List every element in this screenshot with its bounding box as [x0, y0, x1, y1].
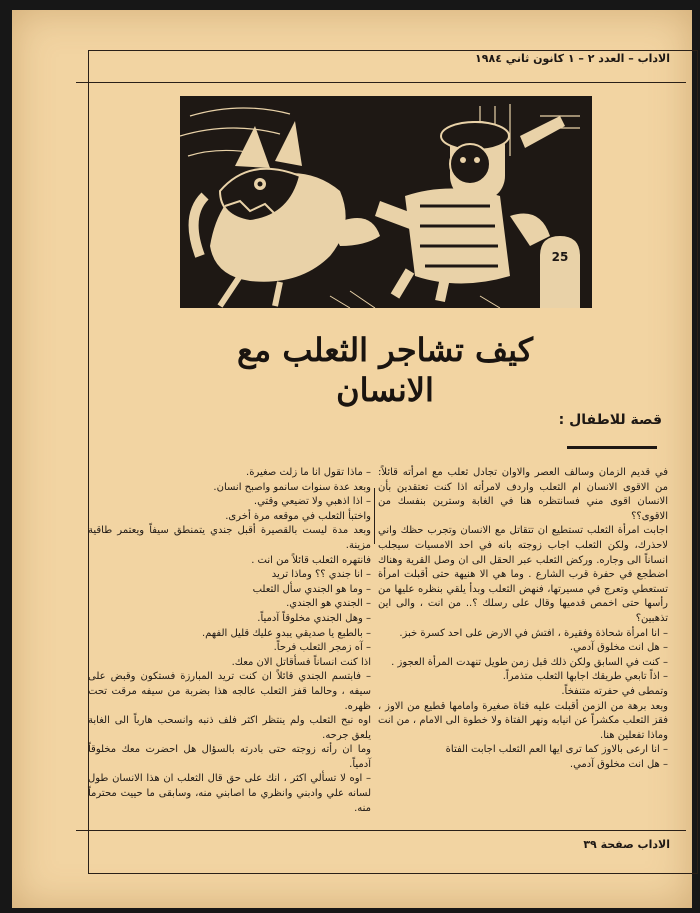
- paragraph: اوه نبح الثعلب ولم ينتظر اكثر فلف ذنبه وانسحب هارباً الى الغابة يلعق جرحه.: [88, 715, 371, 741]
- paragraph: وتمطى في حفرته متنفخاً.: [561, 685, 668, 697]
- paragraph: وبعد برهة من الزمن أقبلت عليه فتاة صغيرة وامامها قطيع من الاوز ، فقز الثعلب مكشراً عن انيابه ونهر الفتاة ولا خطوة الى الامام ، من انت وماذا تفعلين هنا.: [378, 700, 668, 741]
- paragraph: – اذا اذهبي ولا تضيعي وقتي.: [253, 496, 371, 508]
- paragraph: وبعد عدة سنوات سانمو واصبح انسان.: [213, 481, 371, 493]
- paragraph: فانتهره الثعلب قائلاً من انت .: [251, 554, 371, 566]
- footer-rule: [76, 830, 686, 831]
- paragraph: – بالطبع يا صديقي يبدو عليك قليل الفهم.: [201, 627, 371, 639]
- text-column-right: [378, 466, 668, 772]
- paragraph: واختبأ الثعلب في موقعه مرة أخرى.: [225, 510, 371, 522]
- section-underline: [567, 446, 657, 449]
- paragraph: – آه زمجر الثعلب فرحاً.: [273, 642, 371, 654]
- paragraph: – انا ارعى بالاوز كما ترى ايها العم الثعلب اجابت الفتاة: [445, 744, 668, 756]
- section-label: قصة للاطفال :: [558, 412, 662, 428]
- paragraph: – انا جندي ؟؟ وماذا تريد: [271, 569, 371, 581]
- paragraph: – اوه لا تسألي اكثر ، انك على حق قال الثعلب ان هذا الانسان طول لسانه علي وادبني وانظري ما اصابني منه، وسابقى ما حييت محترماً منه.: [88, 773, 371, 814]
- paragraph: وبعد مدة ليست بالقصيرة أقبل جندي يتمنطق سيفاً ويعتمر طاقية مزينة.: [88, 525, 371, 551]
- running-head: الاداب – العدد ٢ – ١ كانون ثاني ١٩٨٤: [475, 52, 670, 65]
- paragraph: – هل انت مخلوق آدمي.: [569, 758, 668, 770]
- paragraph: اذا كنت انساناً فسأقاتل الان معك.: [231, 656, 371, 668]
- paragraph: – وما هو الجندي سأل الثعلب: [252, 583, 371, 595]
- header-rule: [76, 82, 686, 83]
- paragraph: – وهل الجندي مخلوقاً آدمياً.: [257, 612, 371, 624]
- column-divider: [374, 488, 375, 544]
- paragraph: في قديم الزمان وسالف العصر والاوان تجادل ثعلب مع امرأته قائلاً: من الاقوى الانسان ام الثعلب واردف لامرأته اذا كنت تعتقدين بأن الانسان اقوى مني فسانتظره هنا في الغابة وسترين بنفسك من الاقوى؟؟: [378, 467, 668, 522]
- fox-and-soldier-illustration: [180, 96, 592, 308]
- paragraph: – فابتسم الجندي قائلاً ان كنت تريد المبارزة فستكون وقبض على سيفه ، وحالما قفز الثعلب عالجه هذا بضربة من سيفه مرقت تحت ظهره.: [88, 671, 371, 712]
- paragraph: – كنت في السابق ولكن ذلك قبل زمن طويل تنهدت المرأة العجوز .: [391, 656, 668, 668]
- paragraph: – ماذا تقول انا ما زلت صغيرة.: [246, 467, 371, 478]
- article-title: [175, 330, 595, 410]
- page-number-label: الاداب صفحة ٣٩: [583, 838, 670, 851]
- milestone-number: 25: [551, 250, 569, 264]
- paragraph: – اذاً تابعي طريقك اجابها الثعلب متذمراً.: [502, 671, 668, 683]
- text-column-left: [88, 466, 371, 816]
- paragraph: – هل انت مخلوق آدمي.: [569, 642, 668, 654]
- paragraph: وما ان رأته زوجته حتى بادرته بالسؤال هل احضرت معك مخلوقاً آدمياً.: [88, 744, 371, 770]
- paragraph: – الجندي هو الجندي.: [286, 598, 371, 610]
- paragraph: اجابت امرأة الثعلب تستطيع ان تتقاتل مع الانسان وتجرب حظك واني لاحذرك، ولكن الثعلب اجاب زوجته بانه في احد الامسيات سيجلب انساناً الى وجاره. وركض الثعلب عبر الحقل الى ان وصل القرية وهناك اضطجع في حفرة قرب الشارع . وما هي الا هنيهة حتى أقبلت امرأة تستعطي وتعرج في مسيرتها، فنهض الثعلب وبدأ يلقي بنظره عليها من رأسها حتى اخمص قدميها وقال على رسلك ؟.. من انت ، والى اين تذهبين؟: [378, 525, 668, 624]
- paragraph: – انا امرأة شحاذة وفقيرة ، افتش في الارض على احد كسرة خبز.: [399, 627, 668, 639]
- article-title-line1: كيف تشاجر الثعلب مع: [237, 331, 533, 369]
- article-title-line2: الانسان: [336, 371, 434, 409]
